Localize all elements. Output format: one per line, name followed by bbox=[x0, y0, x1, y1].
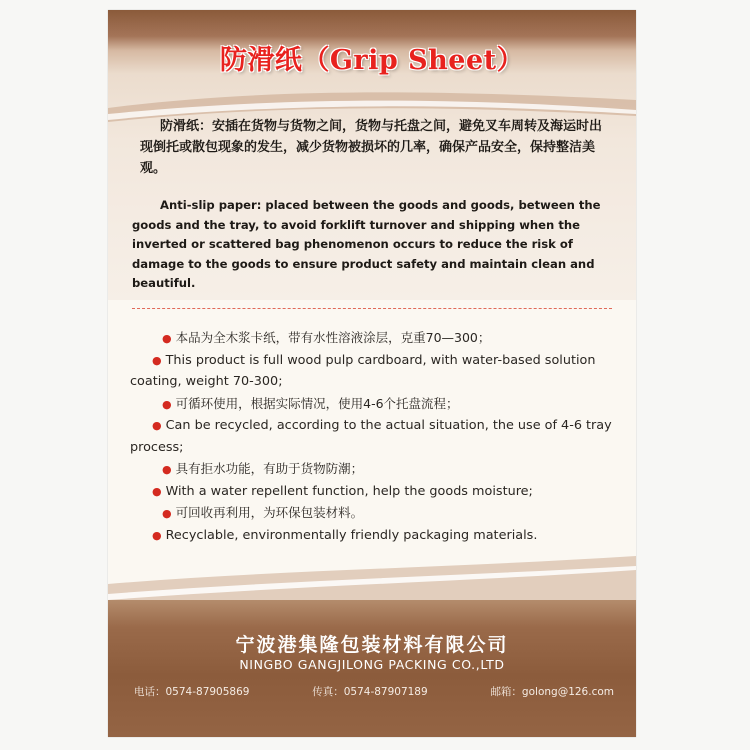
feature-item-zh: ● 本品为全木浆卡纸，带有水性溶液涂层，克重70—300； bbox=[162, 330, 491, 345]
feature-item-en: ● With a water repellent function, help the goods moisture; bbox=[152, 483, 533, 499]
fax-number: 传真：0574-87907189 bbox=[312, 686, 428, 698]
company-name-chinese: 宁波港集隆包装材料有限公司 bbox=[235, 634, 509, 656]
feature-item-zh: ● 可循环使用，根据实际情况，使用4-6个托盘流程； bbox=[162, 395, 459, 411]
bullet-icon: ● bbox=[152, 484, 162, 498]
intro-english: Anti-slip paper: placed between the goods and goods, between the goods and the tray, to avoid forklift turnover and shipping when the inverted or scattered bag phenomenon occurs to reduce the risk of damage to the goods to ensure product safety and maintain clean and beautiful. bbox=[132, 198, 601, 290]
page-title: 防滑纸（Grip Sheet） bbox=[219, 45, 525, 76]
phone-number: 电话：0574-87905869 bbox=[134, 686, 250, 698]
feature-item-en: ● This product is full wood pulp cardboard, with water-based solution coating, weight 70-300; bbox=[130, 352, 596, 389]
intro-chinese: 防滑纸：安插在货物与货物之间，货物与托盘之间，避免叉车周转及海运时出现倒托或散包现象的发生，减少货物被损坏的几率，确保产品安全，保持整洁美观。 bbox=[140, 119, 603, 176]
feature-list bbox=[130, 327, 618, 546]
contact-info bbox=[134, 684, 614, 699]
bullet-icon: ● bbox=[162, 397, 172, 411]
bullet-icon: ● bbox=[162, 332, 172, 345]
bullet-icon: ● bbox=[152, 528, 162, 542]
company-name-english: NINGBO GANGJILONG PACKING CO.,LTD bbox=[239, 657, 505, 672]
feature-item-en: ● Can be recycled, according to the actual situation, the use of 4-6 tray process; bbox=[130, 418, 612, 455]
dashed-divider bbox=[132, 308, 612, 309]
bullet-icon: ● bbox=[162, 463, 172, 476]
bullet-icon: ● bbox=[162, 507, 172, 520]
flyer-sheet bbox=[108, 10, 636, 737]
bullet-icon: ● bbox=[152, 419, 162, 432]
feature-item-zh: ● 具有拒水功能，有助于货物防潮； bbox=[162, 461, 364, 476]
feature-item-en: ● Recyclable, environmentally friendly packaging materials. bbox=[152, 527, 538, 543]
email-address: 邮箱：golong@126.com bbox=[490, 686, 614, 698]
bullet-icon: ● bbox=[152, 353, 162, 367]
feature-item-zh: ● 可回收再利用，为环保包装材料。 bbox=[162, 505, 364, 520]
